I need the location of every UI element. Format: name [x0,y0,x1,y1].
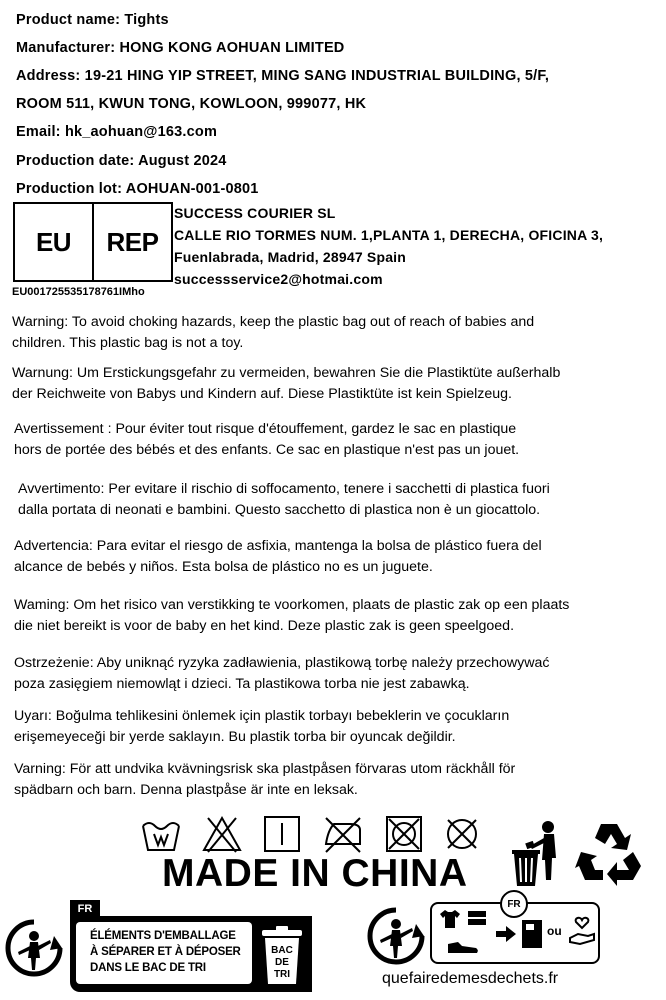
fr-tab: FR [70,900,100,918]
eu-registration-code: EU001725535178761IMho [12,286,145,298]
shoe-icon [446,936,480,956]
warning-fr [14,419,664,461]
triman-icon-right [366,906,426,966]
warning-tr-line-1: Uyarı: Boğulma tehlikesini önlemek için plastik torbayı bebeklerin ve çocukların [14,708,510,724]
tshirt-icon [438,908,462,930]
email: Email: hk_aohuan@163.com [16,124,218,140]
product-name: Product name: Tights [16,12,169,28]
warning-nl-line-1: Waming: Om het risico van verstikking te voorkomen, plaats de plastic zak op een plaats [14,597,570,613]
textile-stack-icon [466,908,488,930]
sorting-website: quefairedemesdechets.fr [382,970,559,987]
warning-es-line-2: alcance de bebés y niños. Esta bolsa de plástico no es un juguete. [14,559,433,575]
warning-nl [14,595,664,637]
recycle-icon [575,818,647,888]
bac-label-3: TRI [273,969,291,980]
triman-icon [4,918,64,978]
warning-sv-line-2: spädbarn och barn. Denna plastpåse är inte en leksak. [14,782,358,798]
production-date: Production date: August 2024 [16,153,227,169]
warning-en-line-1: Warning: To avoid choking hazards, keep the plastic bag out of reach of babies and [12,314,535,330]
fr-sorting-body [70,916,312,992]
warning-it-line-2: dalla portata di neonati e bambini. Questo sacchetto di plastica non è un giocattolo. [18,502,541,518]
sorting-line-1: ÉLÉMENTS D'EMBALLAGE [90,930,236,942]
sorting-line-2: À SÉPARER ET À DÉPOSER [90,946,241,958]
warning-en [12,312,662,354]
donate-hand-icon [568,916,596,946]
warning-es [14,536,664,578]
address-line-1: Address: 19-21 HING YIP STREET, MING SANG INDUSTRIAL BUILDING, 5/F, [16,68,550,84]
eu-rep-address-line-2: Fuenlabrada, Madrid, 28947 Spain [174,249,407,265]
made-in-china: MADE IN CHINA [162,852,468,895]
warning-de-line-2: der Reichweite von Babys und Kindern auf. Diese Plastiktüte ist kein Spielzeug. [12,386,512,402]
no-iron-icon [320,814,366,854]
warning-tr-line-2: erişemeyeceği bir yerde saklayın. Bu plastik torba bir oyuncak değildir. [14,729,456,745]
sorting-bin-icon [260,926,304,986]
tidyman-bin-icon [510,820,566,890]
warning-es-line-1: Advertencia: Para evitar el riesgo de asfixia, mantenga la bolsa de plástico fuera del [14,538,542,554]
warning-fr-line-1: Avertissement : Pour éviter tout risque d'étouffement, gardez le sac en plastique [14,421,517,437]
drip-dry-icon [262,814,302,854]
manufacturer: Manufacturer: HONG KONG AOHUAN LIMITED [16,40,345,56]
eu-rep-company: SUCCESS COURIER SL [174,205,336,221]
no-dry-clean-icon [442,814,482,854]
warning-fr-line-2: hors de portée des bébés et des enfants. Ce sac en plastique n'est pas un jouet. [14,442,520,458]
eu-rep-symbol [13,202,173,282]
no-tumble-dry-icon [384,814,424,854]
arrow-right-icon [496,926,516,942]
warning-sv-line-1: Varning: För att undvika kvävningsrisk ska plastpåsen förvaras utom räckhåll för [14,761,516,777]
warning-sv [14,759,664,801]
bac-label-1: BAC [271,945,293,956]
warning-tr [14,706,664,748]
eu-rep-label-rep: REP [106,226,159,257]
wash-30-icon [140,814,182,854]
warning-nl-line-2: die niet bereikt is voor de baby en het kind. Deze plastic zak is geen speelgoed. [14,618,515,634]
eu-rep-email: successservice2@hotmai.com [174,271,383,287]
eu-rep-address-line-1: CALLE RIO TORMES NUM. 1,PLANTA 1, DERECHA, OFICINA 3, [174,227,604,243]
warning-en-line-2: children. This plastic bag is not a toy. [12,335,244,351]
bac-label-2: DE [275,957,289,968]
care-symbols [140,814,500,856]
warning-pl-line-1: Ostrzeżenie: Aby uniknąć ryzyka zadławienia, plastikową torbę należy przechowywać [14,655,550,671]
no-bleach-icon [200,814,244,854]
sorting-line-3: DANS LE BAC DE TRI [90,962,206,974]
warning-de [12,363,662,405]
warning-de-line-1: Warnung: Um Erstickungsgefahr zu vermeiden, bewahren Sie die Plastiktüte außerhalb [12,365,561,381]
fr-sorting-text-box [76,922,252,984]
production-lot: Production lot: AOHUAN-001-0801 [16,181,259,197]
or-label: ou [547,924,562,938]
warning-pl [14,653,664,695]
container-icon [520,918,544,950]
fr-sorting-panel [70,900,312,992]
warning-it [18,479,666,521]
eu-rep-label-eu: EU [15,204,94,280]
warning-pl-line-2: poza zasięgiem niemowląt i dzieci. Ta plastikowa torba nie jest zabawką. [14,676,470,692]
fr-badge: FR [500,890,528,918]
address-line-2: ROOM 511, KWUN TONG, KOWLOON, 999077, HK [16,96,367,112]
warning-it-line-1: Avvertimento: Per evitare il rischio di soffocamento, tenere i sacchetti di plastica fuori [18,481,550,497]
